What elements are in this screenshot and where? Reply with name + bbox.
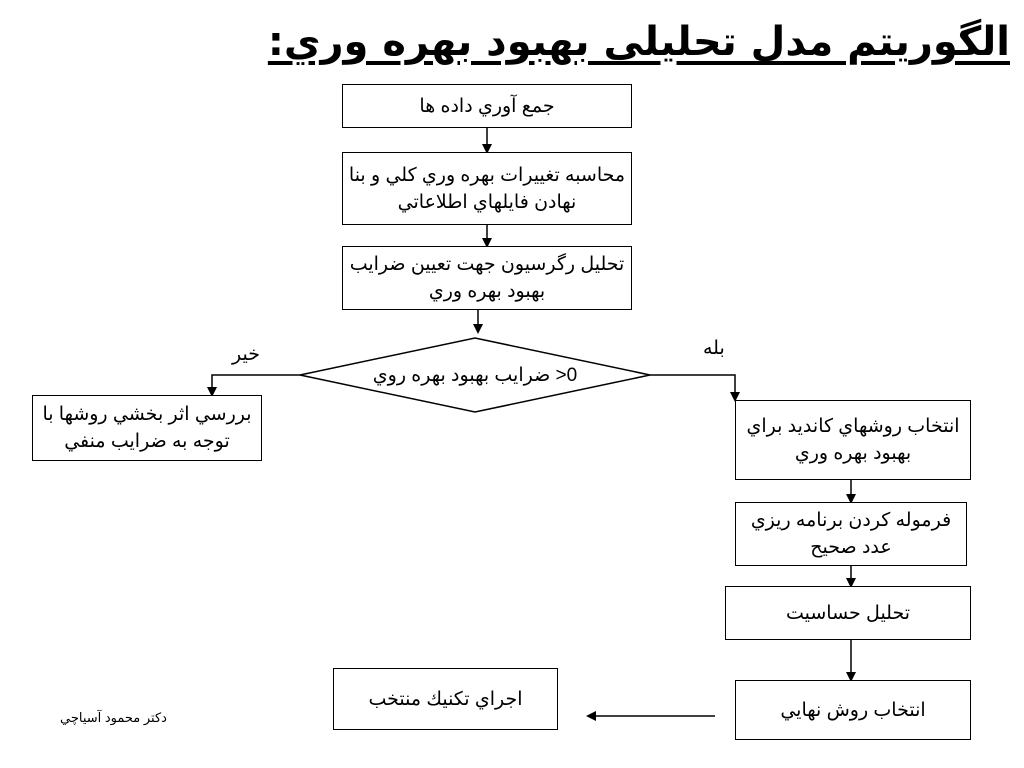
step-compute-productivity: محاسبه تغييرات بهره وري كلي و بنا نهادن فايلهاي اطلاعاتي (342, 152, 632, 225)
step-review-negative: بررسي اثر بخشي روشها با توجه به ضرايب منفي (32, 395, 262, 461)
step-sensitivity-analysis: تحليل حساسيت (725, 586, 971, 640)
step-select-candidates: انتخاب روشهاي كانديد براي بهبود بهره وري (735, 400, 971, 480)
step-collect-data: جمع آوري داده ها (342, 84, 632, 128)
step-execute-technique: اجراي تكنيك منتخب (333, 668, 558, 730)
step-regression-analysis: تحليل رگرسيون جهت تعيين ضرايب بهبود بهره وري (342, 246, 632, 310)
step-final-selection: انتخاب روش نهايي (735, 680, 971, 740)
page-title: الگوريتم مدل تحليلی بهبود بهره وري: (267, 19, 1010, 65)
author-credit: دكتر محمود آسياچي (60, 710, 167, 725)
decision-text: 0< ضرايب بهبود بهره روي (372, 365, 578, 386)
arrow-no-branch (212, 375, 300, 395)
label-no: خير (232, 344, 260, 365)
arrow-yes-branch (650, 375, 735, 400)
label-yes: بله (703, 338, 725, 359)
step-formulate-integer-programming: فرموله كردن برنامه ريزي عدد صحيح (735, 502, 967, 566)
